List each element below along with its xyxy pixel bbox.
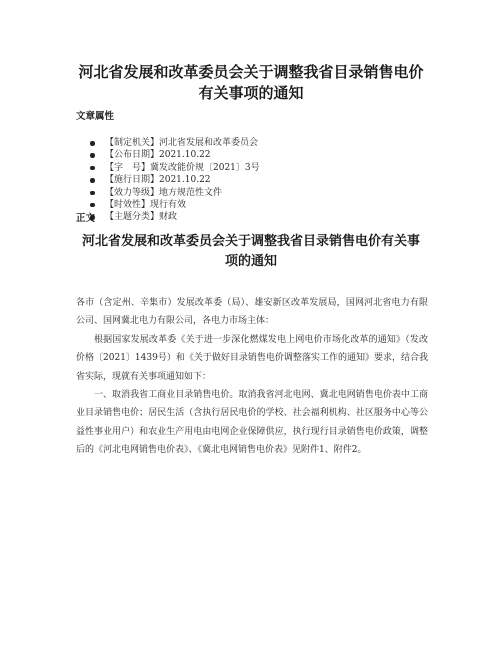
article-title-line-1: 河北省发展和改革委员会关于调整我省目录销售电价有关事 <box>81 234 420 249</box>
document-title-line-1: 河北省发展和改革委员会关于调整我省目录销售电价 <box>78 63 424 81</box>
bullet-icon <box>90 166 95 171</box>
bullet-icon <box>90 203 95 208</box>
attribute-text: 【时效性】现行有效 <box>105 199 187 210</box>
attribute-text: 【制定机关】河北省发展和改革委员会 <box>105 138 259 148</box>
paragraph-item-one: 一、取消我省工商业目录销售电价。取消我省河北电网、冀北电网销售电价表中工商业目录销售电价；居民生活（含执行居民电价的学校、社会福利机构、社区服务中心等公益性事业用户）和农业生产用电由电网企业保障供应，执行现行目录销售电价政策，调整后的《河北电网销售电价表》、《冀北电网销售电价表》见附件1、附件2。 <box>76 390 428 456</box>
attribute-text: 【主题分类】财政 <box>105 212 178 223</box>
bullet-icon <box>90 153 95 158</box>
document-title-line-2: 有关事项的通知 <box>198 84 304 102</box>
article-title-line-2: 项的通知 <box>224 253 277 269</box>
bullet-icon <box>90 191 95 196</box>
attribute-item-validity <box>90 199 260 211</box>
attribute-item-legal-level <box>90 187 260 199</box>
paragraph-salutation: 各市（含定州、辛集市）发展改革委（局）、雄安新区改革发展局，国网河北省电力有限公司、国网冀北电力有限公司，各电力市场主体： <box>76 298 428 327</box>
attribute-item-publish-date <box>90 149 260 161</box>
attribute-item-effective-date <box>90 174 260 186</box>
bullet-icon <box>90 141 95 146</box>
attributes-heading: 文章属性 <box>76 111 115 122</box>
body-heading: 正文 <box>76 213 96 224</box>
document-title <box>60 62 442 104</box>
attribute-text: 【效力等级】地方规范性文件 <box>105 187 223 198</box>
paragraph-basis: 根据国家发展改革委《关于进一步深化燃煤发电上网电价市场化改革的通知》（发改价格〔2021〕1439号）和《关于做好目录销售电价调整落实工作的通知》要求，结合我省实际，现就有关事项通知如下： <box>76 334 428 382</box>
attribute-text: 【公布日期】2021.10.22 <box>105 150 211 161</box>
bullet-icon <box>90 178 95 183</box>
attribute-item-document-number <box>90 162 260 174</box>
attribute-item-issuing-authority <box>90 137 260 149</box>
article-title <box>62 232 440 271</box>
article-body <box>76 294 428 460</box>
attribute-item-subject-category <box>90 211 260 223</box>
attribute-text: 【施行日期】2021.10.22 <box>105 175 211 186</box>
attribute-text: 【字 号】冀发改能价规〔2021〕3号 <box>105 162 260 173</box>
attributes-list <box>90 137 260 224</box>
